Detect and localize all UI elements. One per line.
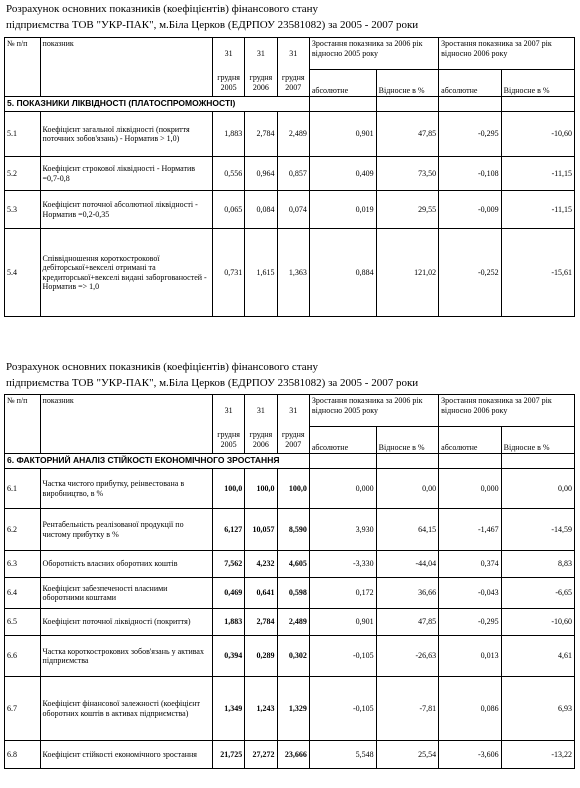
- rel-2007: -14,59: [501, 509, 574, 551]
- liquidity-table: [4, 37, 575, 317]
- rel-2006: -7,81: [376, 677, 439, 741]
- rel-2007: -10,60: [501, 112, 574, 157]
- abs-2007: -0,295: [439, 609, 501, 636]
- abs-2006: -3,330: [309, 551, 376, 578]
- value-2006: 0,641: [245, 578, 277, 609]
- abs-2007: -0,252: [439, 229, 501, 317]
- section-title: 5. ПОКАЗНИКИ ЛІКВІДНОСТІ (ПЛАТОСПРОМОЖНОСТІ): [5, 97, 310, 112]
- row-indicator: Співвідношення короткострокової дебіторської+векселі отримані та кредиторської+векселі видані заборгованостей - Норматив => 1,0: [40, 229, 212, 317]
- header-2005-date: грудня 2005: [212, 70, 244, 97]
- abs-2007: -0,043: [439, 578, 501, 609]
- table-row: [5, 636, 575, 677]
- value-2005: 0,556: [212, 157, 244, 191]
- header-rel-2007: Відносне в %: [501, 427, 574, 454]
- abs-2007: 0,086: [439, 677, 501, 741]
- row-num: 5.2: [5, 157, 41, 191]
- rel-2006: 29,55: [376, 191, 439, 229]
- header-indicator: показник: [40, 395, 212, 454]
- table-row: [5, 741, 575, 769]
- value-2005: 0,469: [212, 578, 244, 609]
- doc1-title-line2: підприємства ТОВ "УКР-ПАК", м.Біла Церков (ЕДРПОУ 23581082) за 2005 - 2007 роки: [6, 19, 419, 31]
- value-2006: 1,615: [245, 229, 277, 317]
- row-indicator: Коефіцієнт фінансової залежності (коефіцієнт оборотних коштів в активах підприємства): [40, 677, 212, 741]
- value-2007: 2,489: [277, 112, 309, 157]
- value-2007: 23,666: [277, 741, 309, 769]
- table-row: [5, 469, 575, 509]
- rel-2006: 0,00: [376, 469, 439, 509]
- table-row: [5, 551, 575, 578]
- abs-2007: 0,374: [439, 551, 501, 578]
- abs-2006: 5,548: [309, 741, 376, 769]
- abs-2007: -0,009: [439, 191, 501, 229]
- value-2007: 4,605: [277, 551, 309, 578]
- row-num: 5.1: [5, 112, 41, 157]
- rel-2007: -11,15: [501, 191, 574, 229]
- table-row: [5, 609, 575, 636]
- row-indicator: Коефіцієнт поточної ліквідності (покриття): [40, 609, 212, 636]
- abs-2007: -1,467: [439, 509, 501, 551]
- row-num: 6.7: [5, 677, 41, 741]
- abs-2006: 3,930: [309, 509, 376, 551]
- header-2005-date: грудня 2005: [212, 427, 244, 454]
- doc1-title-line1: Розрахунок основних показників (коефіцієнтів) фінансового стану: [6, 3, 319, 15]
- value-2007: 0,302: [277, 636, 309, 677]
- header-2006-day: 31: [245, 38, 277, 70]
- header-abs-2007: абсолютне: [439, 70, 501, 97]
- value-2006: 0,964: [245, 157, 277, 191]
- growth-stability-table: [4, 394, 575, 769]
- abs-2006: -0,105: [309, 636, 376, 677]
- abs-2006: -0,105: [309, 677, 376, 741]
- rel-2007: -10,60: [501, 609, 574, 636]
- row-indicator: Коефіцієнт поточної абсолютної ліквідності - Норматив =0,2-0,35: [40, 191, 212, 229]
- value-2007: 2,489: [277, 609, 309, 636]
- abs-2007: 0,000: [439, 469, 501, 509]
- abs-2006: 0,901: [309, 112, 376, 157]
- row-num: 6.3: [5, 551, 41, 578]
- rel-2006: 25,54: [376, 741, 439, 769]
- abs-2006: 0,172: [309, 578, 376, 609]
- table-row: [5, 578, 575, 609]
- value-2007: 1,329: [277, 677, 309, 741]
- header-num: № п/п: [5, 395, 41, 454]
- header-rel-2006: Відносне в %: [376, 70, 439, 97]
- abs-2007: -3,606: [439, 741, 501, 769]
- rel-2006: 121,02: [376, 229, 439, 317]
- value-2005: 1,883: [212, 609, 244, 636]
- value-2007: 0,074: [277, 191, 309, 229]
- value-2007: 8,590: [277, 509, 309, 551]
- value-2007: 1,363: [277, 229, 309, 317]
- row-num: 6.5: [5, 609, 41, 636]
- doc2-title-line2: підприємства ТОВ "УКР-ПАК", м.Біла Церков (ЕДРПОУ 23581082) за 2005 - 2007 роки: [6, 377, 419, 389]
- value-2005: 0,731: [212, 229, 244, 317]
- value-2005: 21,725: [212, 741, 244, 769]
- abs-2007: -0,108: [439, 157, 501, 191]
- table-row: [5, 677, 575, 741]
- rel-2007: -11,15: [501, 157, 574, 191]
- table-row: [5, 112, 575, 157]
- header-abs-2006: абсолютне: [309, 70, 376, 97]
- row-num: 6.1: [5, 469, 41, 509]
- value-2006: 2,784: [245, 112, 277, 157]
- row-indicator: Оборотність власних оборотних коштів: [40, 551, 212, 578]
- table-row: [5, 229, 575, 317]
- rel-2007: -15,61: [501, 229, 574, 317]
- rel-2007: 4,61: [501, 636, 574, 677]
- header-growth-2006: Зростання показника за 2006 рік відносно 2005 року: [309, 38, 438, 70]
- header-2007-date: грудня 2007: [277, 427, 309, 454]
- header-2006-date: грудня 2006: [245, 70, 277, 97]
- rel-2007: 6,93: [501, 677, 574, 741]
- value-2005: 7,562: [212, 551, 244, 578]
- value-2006: 100,0: [245, 469, 277, 509]
- table-row: [5, 191, 575, 229]
- header-growth-2007: Зростання показника за 2007 рік відносно 2006 року: [439, 38, 575, 70]
- row-num: 6.2: [5, 509, 41, 551]
- rel-2007: -13,22: [501, 741, 574, 769]
- abs-2006: 0,000: [309, 469, 376, 509]
- header-num: № п/п: [5, 38, 41, 97]
- value-2007: 0,598: [277, 578, 309, 609]
- value-2005: 1,883: [212, 112, 244, 157]
- abs-2006: 0,409: [309, 157, 376, 191]
- rel-2006: 47,85: [376, 609, 439, 636]
- abs-2007: -0,295: [439, 112, 501, 157]
- value-2007: 100,0: [277, 469, 309, 509]
- row-num: 5.4: [5, 229, 41, 317]
- row-num: 6.4: [5, 578, 41, 609]
- rel-2006: 36,66: [376, 578, 439, 609]
- abs-2006: 0,884: [309, 229, 376, 317]
- doc2-title-line1: Розрахунок основних показників (коефіцієнтів) фінансового стану: [6, 361, 319, 373]
- header-2006-date: грудня 2006: [245, 427, 277, 454]
- header-growth-2006: Зростання показника за 2006 рік відносно 2005 року: [309, 395, 438, 427]
- table-row: [5, 157, 575, 191]
- value-2005: 1,349: [212, 677, 244, 741]
- header-2007-date: грудня 2007: [277, 70, 309, 97]
- value-2006: 0,289: [245, 636, 277, 677]
- header-2007-day: 31: [277, 395, 309, 427]
- rel-2007: 0,00: [501, 469, 574, 509]
- value-2007: 0,857: [277, 157, 309, 191]
- abs-2006: 0,901: [309, 609, 376, 636]
- row-num: 6.8: [5, 741, 41, 769]
- value-2006: 4,232: [245, 551, 277, 578]
- row-num: 5.3: [5, 191, 41, 229]
- table-row: [5, 509, 575, 551]
- section-title: 6. ФАКТОРНИЙ АНАЛІЗ СТІЙКОСТІ ЕКОНОМІЧНОГО ЗРОСТАННЯ: [5, 454, 310, 469]
- row-num: 6.6: [5, 636, 41, 677]
- abs-2007: 0,013: [439, 636, 501, 677]
- header-2005-day: 31: [212, 395, 244, 427]
- rel-2006: -44,04: [376, 551, 439, 578]
- header-indicator: показник: [40, 38, 212, 97]
- value-2006: 1,243: [245, 677, 277, 741]
- value-2005: 0,065: [212, 191, 244, 229]
- row-indicator: Частка короткострокових зобов'язань у активах підприємства: [40, 636, 212, 677]
- rel-2007: -6,65: [501, 578, 574, 609]
- row-indicator: Частка чистого прибутку, реінвестована в виробництво, в %: [40, 469, 212, 509]
- header-rel-2006: Відносне в %: [376, 427, 439, 454]
- header-rel-2007: Відносне в %: [501, 70, 574, 97]
- header-2005-day: 31: [212, 38, 244, 70]
- value-2006: 2,784: [245, 609, 277, 636]
- header-growth-2007: Зростання показника за 2007 рік відносно 2006 року: [439, 395, 575, 427]
- header-2006-day: 31: [245, 395, 277, 427]
- rel-2007: 8,83: [501, 551, 574, 578]
- rel-2006: -26,63: [376, 636, 439, 677]
- value-2005: 6,127: [212, 509, 244, 551]
- value-2006: 0,084: [245, 191, 277, 229]
- value-2006: 27,272: [245, 741, 277, 769]
- rel-2006: 73,50: [376, 157, 439, 191]
- header-abs-2006: абсолютне: [309, 427, 376, 454]
- abs-2006: 0,019: [309, 191, 376, 229]
- row-indicator: Коефіцієнт стійкості економічного зростання: [40, 741, 212, 769]
- value-2005: 0,394: [212, 636, 244, 677]
- row-indicator: Коефіцієнт забезпеченості власними оборотними коштами: [40, 578, 212, 609]
- value-2006: 10,057: [245, 509, 277, 551]
- rel-2006: 64,15: [376, 509, 439, 551]
- row-indicator: Рентабельність реалізованої продукції по чистому прибутку в %: [40, 509, 212, 551]
- header-abs-2007: абсолютне: [439, 427, 501, 454]
- row-indicator: Коефіцієнт загальної ліквідності (покриття поточних зобов'язань) - Норматив > 1,0): [40, 112, 212, 157]
- value-2005: 100,0: [212, 469, 244, 509]
- header-2007-day: 31: [277, 38, 309, 70]
- rel-2006: 47,85: [376, 112, 439, 157]
- row-indicator: Коефіцієнт строкової ліквідності - Норматив =0,7-0,8: [40, 157, 212, 191]
